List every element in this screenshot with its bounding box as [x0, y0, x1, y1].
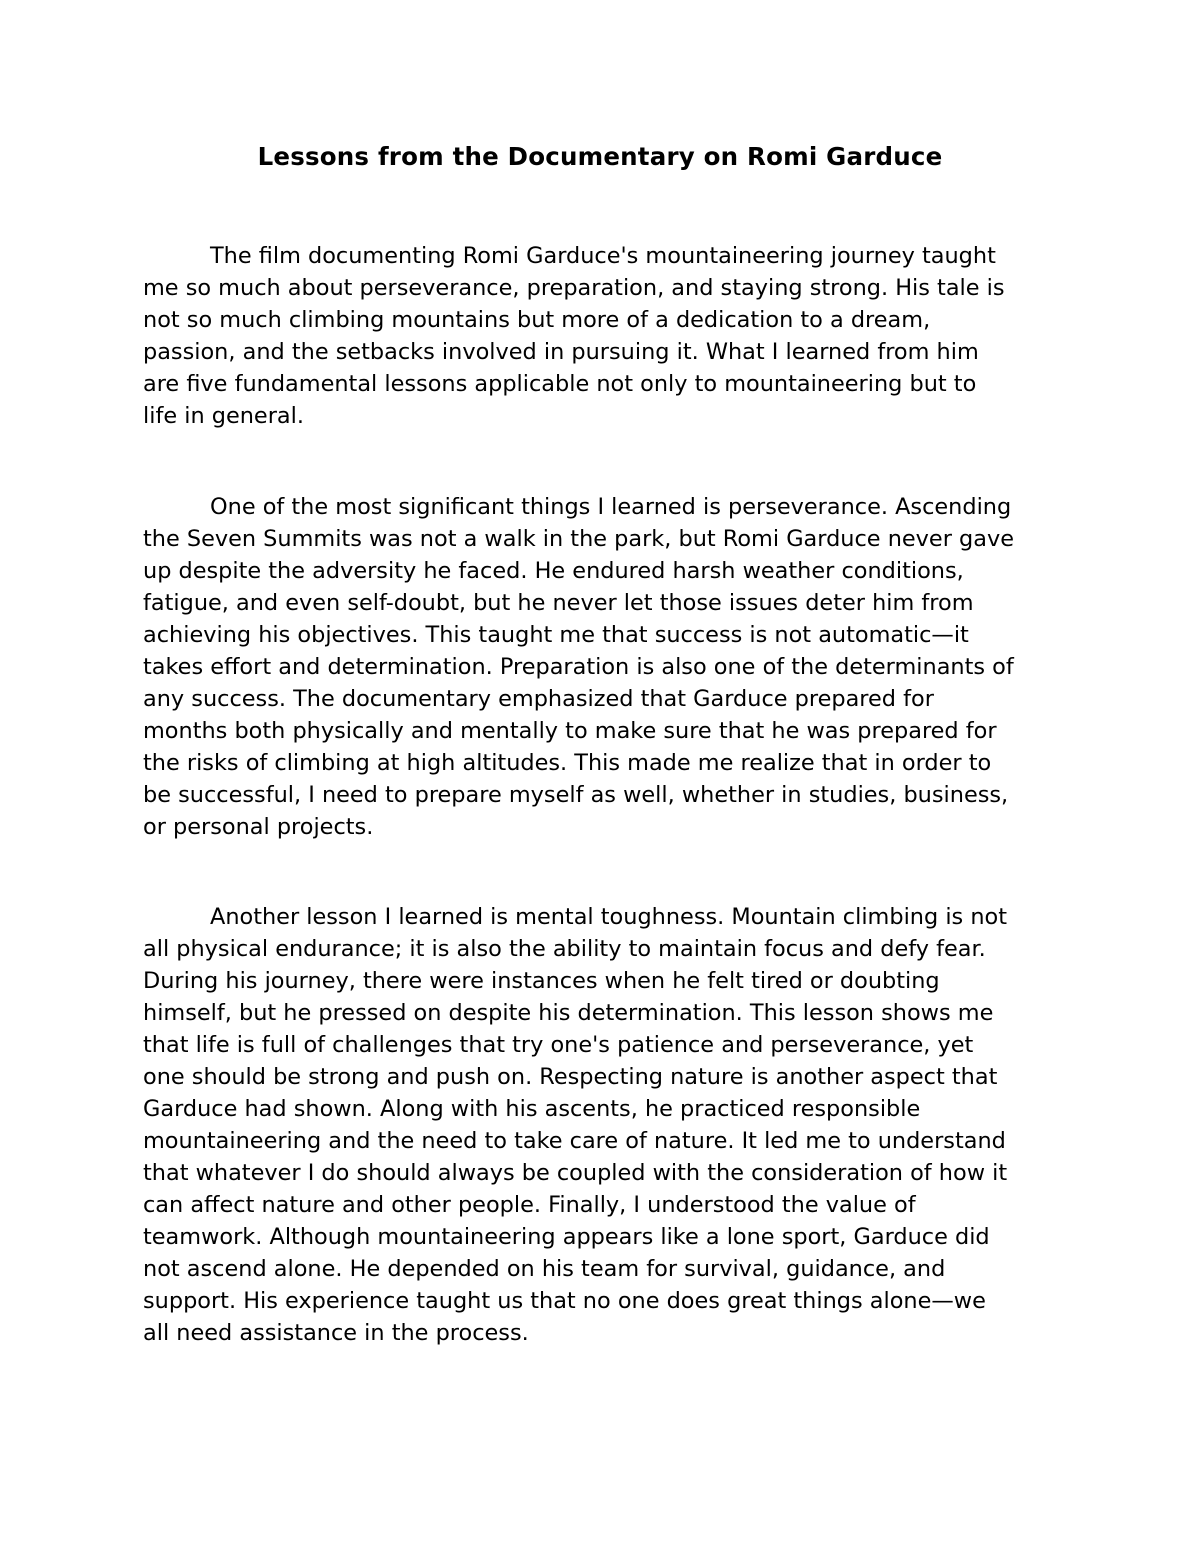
paragraph-line: teamwork. Although mountaineering appears like a lone sport, Garduce did	[143, 1224, 990, 1250]
paragraph-line: the Seven Summits was not a walk in the park, but Romi Garduce never gave	[143, 526, 1014, 552]
paragraph-line: takes effort and determination. Preparation is also one of the determinants of	[143, 654, 1014, 680]
paragraph-line: The film documenting Romi Garduce's mountaineering journey taught	[210, 243, 996, 269]
paragraph-line: the risks of climbing at high altitudes. This made me realize that in order to	[143, 750, 992, 776]
paragraph-line: all physical endurance; it is also the ability to maintain focus and defy fear.	[143, 936, 986, 962]
paragraph-line: During his journey, there were instances when he felt tired or doubting	[143, 968, 940, 994]
paragraph-line: be successful, I need to prepare myself as well, whether in studies, business,	[143, 782, 1009, 808]
paragraph-3	[143, 901, 1068, 1349]
paragraph-line: one should be strong and push on. Respecting nature is another aspect that	[143, 1064, 998, 1090]
paragraph-line: himself, but he pressed on despite his determination. This lesson shows me	[143, 1000, 994, 1026]
paragraph-line: fatigue, and even self-doubt, but he never let those issues deter him from	[143, 590, 974, 616]
paragraph-2	[143, 491, 1068, 843]
paragraph-line: or personal projects.	[143, 814, 374, 840]
document-title: Lessons from the Documentary on Romi Garduce	[257, 142, 943, 171]
paragraph-line: months both physically and mentally to make sure that he was prepared for	[143, 718, 997, 744]
paragraph-line: One of the most significant things I learned is perseverance. Ascending	[210, 494, 1012, 520]
paragraph-line: support. His experience taught us that no one does great things alone—we	[143, 1288, 986, 1314]
paragraph-line: mountaineering and the need to take care of nature. It led me to understand	[143, 1128, 1006, 1154]
paragraph-line: all need assistance in the process.	[143, 1320, 529, 1346]
paragraph-line: up despite the adversity he faced. He endured harsh weather conditions,	[143, 558, 964, 584]
paragraph-line: achieving his objectives. This taught me that success is not automatic—it	[143, 622, 969, 648]
paragraph-1	[143, 240, 1068, 432]
paragraph-line: passion, and the setbacks involved in pursuing it. What I learned from him	[143, 339, 979, 365]
paragraph-line: can affect nature and other people. Finally, I understood the value of	[143, 1192, 916, 1218]
paragraph-line: me so much about perseverance, preparation, and staying strong. His tale is	[143, 275, 1005, 301]
paragraph-line: life in general.	[143, 403, 304, 429]
paragraph-line: are five fundamental lessons applicable not only to mountaineering but to	[143, 371, 977, 397]
paragraph-line: Garduce had shown. Along with his ascents, he practiced responsible	[143, 1096, 921, 1122]
paragraph-line: not so much climbing mountains but more of a dedication to a dream,	[143, 307, 931, 333]
paragraph-line: Another lesson I learned is mental toughness. Mountain climbing is not	[210, 904, 1007, 930]
paragraph-line: that life is full of challenges that try one's patience and perseverance, yet	[143, 1032, 974, 1058]
paragraph-line: any success. The documentary emphasized that Garduce prepared for	[143, 686, 934, 712]
paragraph-line: that whatever I do should always be coupled with the consideration of how it	[143, 1160, 1008, 1186]
paragraph-line: not ascend alone. He depended on his team for survival, guidance, and	[143, 1256, 946, 1282]
